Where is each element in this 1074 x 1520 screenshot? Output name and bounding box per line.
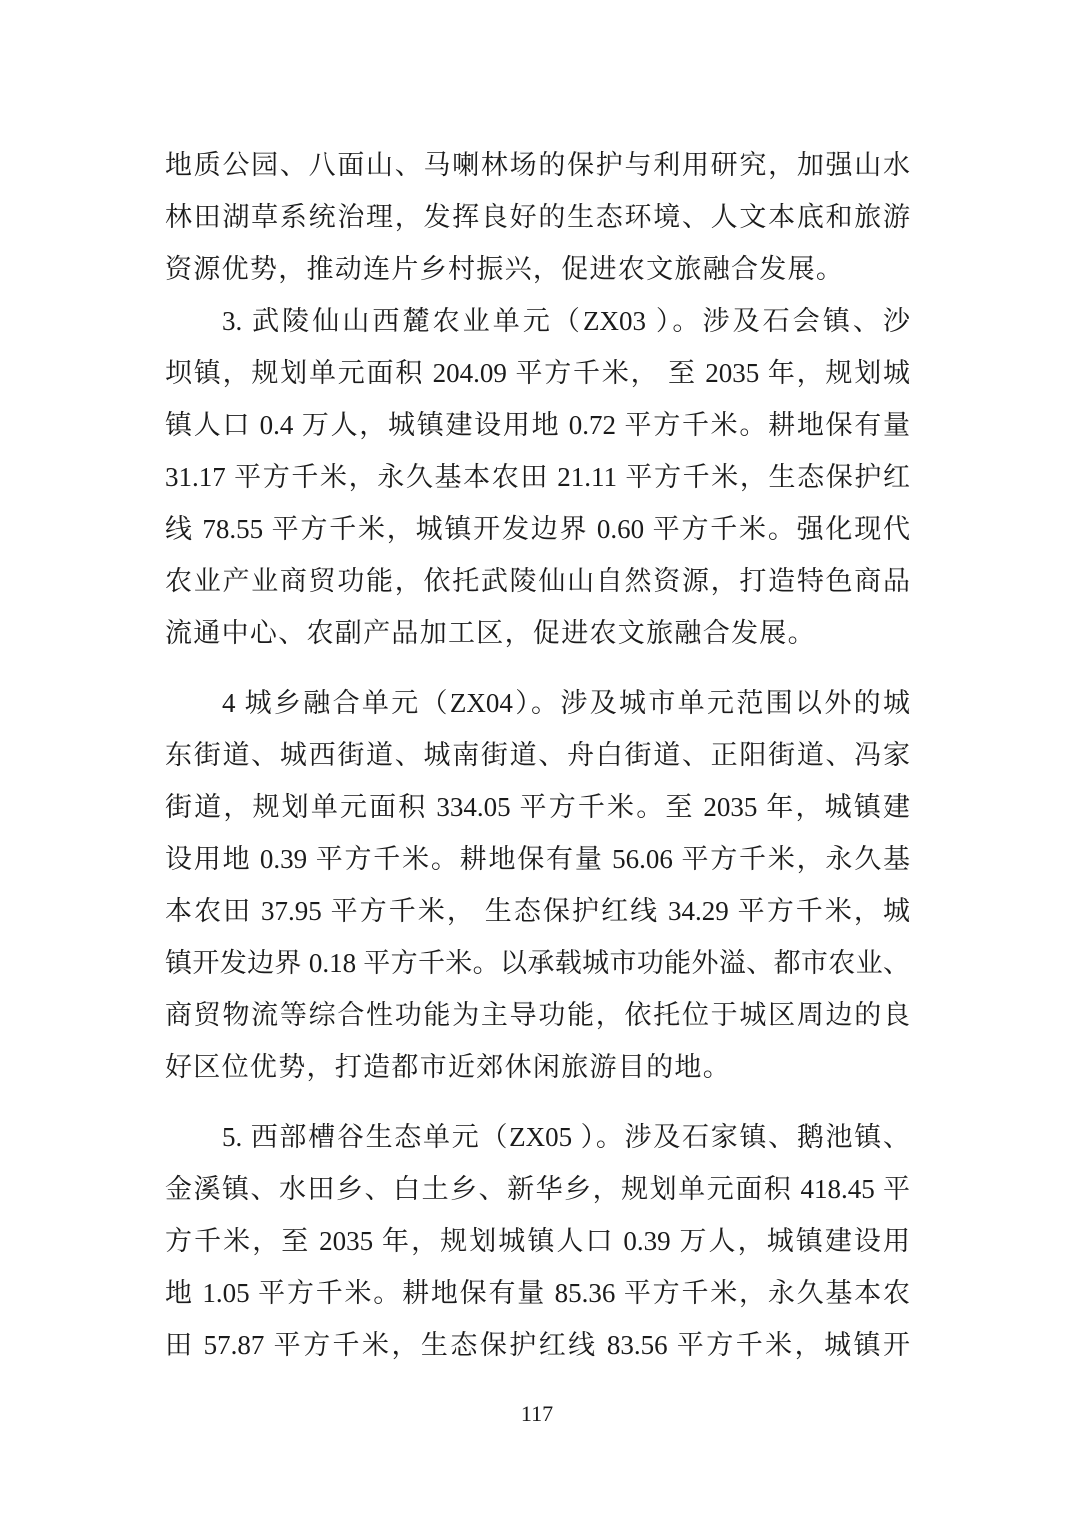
text-line: 好区位优势，打造都市近郊休闲旅游目的地。 bbox=[165, 1052, 731, 1082]
page-number: 117 bbox=[520, 1401, 554, 1426]
text-line: 金溪镇、水田乡、白土乡、新华乡，规划单元面积 418.45 平 bbox=[165, 1174, 910, 1204]
paragraph bbox=[165, 677, 910, 1093]
text-line: 5. 西部槽谷生态单元（ZX05 ）。涉及石家镇、鹅池镇、 bbox=[222, 1122, 910, 1152]
text-line: 坝镇，规划单元面积 204.09 平方千米， 至 2035 年，规划城 bbox=[165, 358, 910, 388]
text-line: 地 1.05 平方千米。耕地保有量 85.36 平方千米，永久基本农 bbox=[165, 1278, 910, 1308]
text-line: 4 城乡融合单元（ZX04）。涉及城市单元范围以外的城 bbox=[222, 688, 910, 718]
text-line: 农业产业商贸功能，依托武陵仙山自然资源，打造特色商品 bbox=[165, 566, 910, 596]
text-line: 东街道、城西街道、城南街道、舟白街道、正阳街道、冯家 bbox=[165, 740, 910, 770]
text-line: 地质公园、八面山、马喇林场的保护与利用研究，加强山水 bbox=[165, 150, 910, 180]
paragraph bbox=[165, 139, 910, 295]
paragraph bbox=[165, 1111, 910, 1371]
text-line: 镇人口 0.4 万人，城镇建设用地 0.72 平方千米。耕地保有量 bbox=[165, 410, 910, 440]
text-line: 31.17 平方千米，永久基本农田 21.11 平方千米，生态保护红 bbox=[165, 462, 910, 492]
text-line: 线 78.55 平方千米，城镇开发边界 0.60 平方千米。强化现代 bbox=[165, 514, 910, 544]
text-line: 方千米，至 2035 年，规划城镇人口 0.39 万人，城镇建设用 bbox=[165, 1226, 910, 1256]
text-line: 商贸物流等综合性功能为主导功能，依托位于城区周边的良 bbox=[165, 1000, 910, 1030]
text-line: 本农田 37.95 平方千米， 生态保护红线 34.29 平方千米，城 bbox=[165, 896, 910, 926]
text-line: 资源优势，推动连片乡村振兴，促进农文旅融合发展。 bbox=[165, 254, 845, 284]
text-line: 林田湖草系统治理，发挥良好的生态环境、人文本底和旅游 bbox=[165, 202, 910, 232]
text-line: 3. 武陵仙山西麓农业单元（ZX03 ）。涉及石会镇、沙 bbox=[222, 306, 910, 336]
text-line: 街道，规划单元面积 334.05 平方千米。至 2035 年，城镇建 bbox=[165, 792, 910, 822]
text-line: 设用地 0.39 平方千米。耕地保有量 56.06 平方千米，永久基 bbox=[165, 844, 910, 874]
document-body bbox=[165, 139, 910, 1371]
paragraph bbox=[165, 295, 910, 659]
text-line: 流通中心、农副产品加工区，促进农文旅融合发展。 bbox=[165, 618, 816, 648]
text-line: 田 57.87 平方千米，生态保护红线 83.56 平方千米，城镇开 bbox=[165, 1330, 910, 1360]
text-line: 镇开发边界 0.18 平方千米。以承载城市功能外溢、都市农业、 bbox=[165, 948, 910, 978]
